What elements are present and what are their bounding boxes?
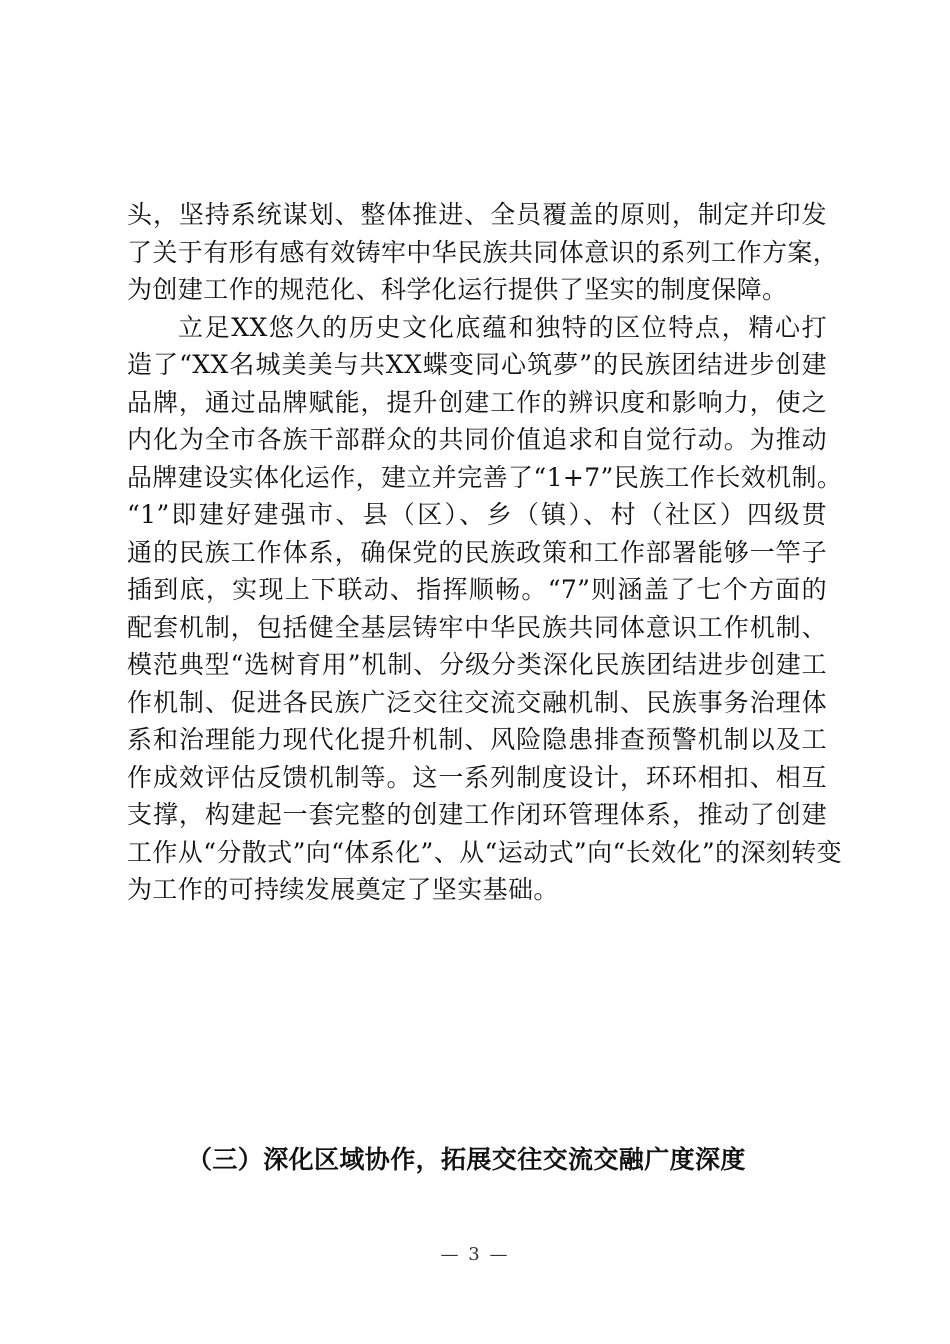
text-line: 了关于有形有感有效铸牢中华民族共同体意识的系列工作方案， — [127, 237, 839, 267]
text-line: 支撑，构建起一套完整的创建工作闭环管理体系，推动了创建 — [127, 800, 827, 829]
text-line: 头，坚持系统谋划、整体推进、全员覆盖的原则，制定并印发 — [127, 200, 827, 229]
text-line: 作成效评估反馈机制等。这一系列制度设计，环环相扣、相互 — [127, 762, 827, 792]
page-number: — 3 — — [440, 1244, 510, 1265]
text-line: 工作从“分散式”向“体系化”、从“运动式”向“长效化”的深刻转变 — [127, 837, 843, 867]
section-heading: （三）深化区域协作，拓展交往交流交融广度深度 — [187, 1145, 746, 1174]
text-line: 内化为全市各族干部群众的共同价值追求和自觉行动。为推动 — [127, 425, 827, 454]
text-line: 通的民族工作体系，确保党的民族政策和工作部署能够一竿子 — [127, 537, 827, 567]
text-line: 品牌建设实体化运作，建立并完善了“1+7”民族工作长效机制。 — [127, 462, 843, 492]
text-line: 配套机制，包括健全基层铸牢中华民族共同体意识工作机制、 — [127, 612, 827, 642]
body-text — [127, 196, 843, 909]
text-line: 造了“XX名城美美与共XX蝶变同心筑夢”的民族团结进步创建 — [127, 350, 827, 379]
paragraph-2 — [127, 309, 843, 909]
text-line: 作机制、促进各民族广泛交往交流交融机制、民族事务治理体 — [127, 687, 827, 717]
text-line: 插到底，实现上下联动、指挥顺畅。“7”则涵盖了七个方面的 — [127, 575, 827, 604]
text-line: “1”即建好建强市、县（区）、乡（镇）、村（社区）四级贯 — [127, 500, 827, 529]
text-line: 为工作的可持续发展奠定了坚实基础。 — [127, 875, 559, 904]
text-line: 系和治理能力现代化提升机制、风险隐患排查预警机制以及工 — [127, 725, 827, 754]
text-line: 品牌，通过品牌赋能，提升创建工作的辨识度和影响力，使之 — [127, 387, 827, 417]
paragraph-1 — [127, 196, 839, 309]
text-line: 为创建工作的规范化、科学化运行提供了坚实的制度保障。 — [127, 275, 788, 304]
text-line: 立足XX悠久的历史文化底蕴和独特的区位特点，精心打 — [178, 312, 827, 342]
text-line: 模范典型“选树育用”机制、分级分类深化民族团结进步创建工 — [127, 650, 827, 679]
